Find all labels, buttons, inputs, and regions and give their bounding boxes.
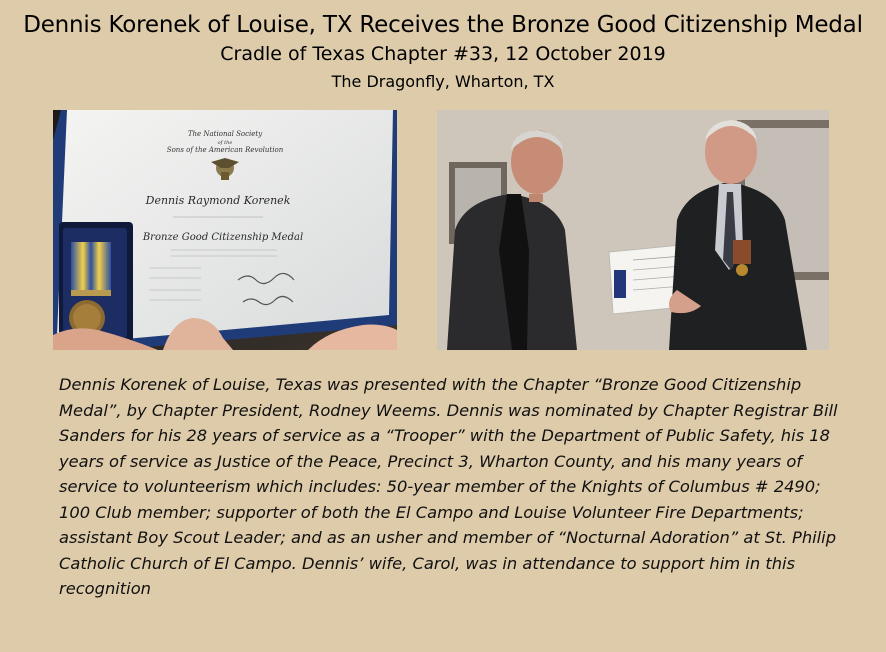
certificate-photo-art — [53, 110, 397, 350]
certificate-society-line3: Sons of the American Revolution — [166, 146, 284, 154]
presentation-photo — [437, 110, 829, 350]
certificate-recipient: Dennis Raymond Korenek — [145, 194, 291, 207]
certificate-award: Bronze Good Citizenship Medal — [142, 232, 304, 243]
certificate-society-line1: The National Society — [187, 130, 263, 138]
event-location: The Dragonfly, Wharton, TX — [331, 72, 555, 91]
presentation-photo-art — [437, 110, 829, 350]
page-subtitle: Cradle of Texas Chapter #33, 12 October 2019 — [220, 43, 666, 65]
medal-case — [59, 222, 133, 342]
page-title: Dennis Korenek of Louise, TX Receives the Bronze Good Citizenship Medal — [23, 12, 863, 38]
certificate-society-line2: of the — [217, 140, 233, 146]
award-description: Dennis Korenek of Louise, Texas was presented with the Chapter “Bronze Good Citizenship Medal”, by Chapter President, Rodney Weems. Dennis was nominated by Chapter Registrar Bill Sanders for his 28 years of service as a “Trooper” with the Department of Public Safety, his 18 years of service as Justice of the Peace, Precinct 3, Wharton County, and his many years of service to volunteerism which includes: 50-year member of the Knights of Columbus # 2490; 100 Club member; supporter of both the El Campo and Louise Volunteer Fire Departments; assistant Boy Scout Leader; and as an usher and member of “Nocturnal Adoration” at St. Philip Catholic Church of El Campo. Dennis’ wife, Carol, was in attendance to support him in this recognition — [59, 375, 838, 598]
certificate-photo — [53, 110, 397, 350]
